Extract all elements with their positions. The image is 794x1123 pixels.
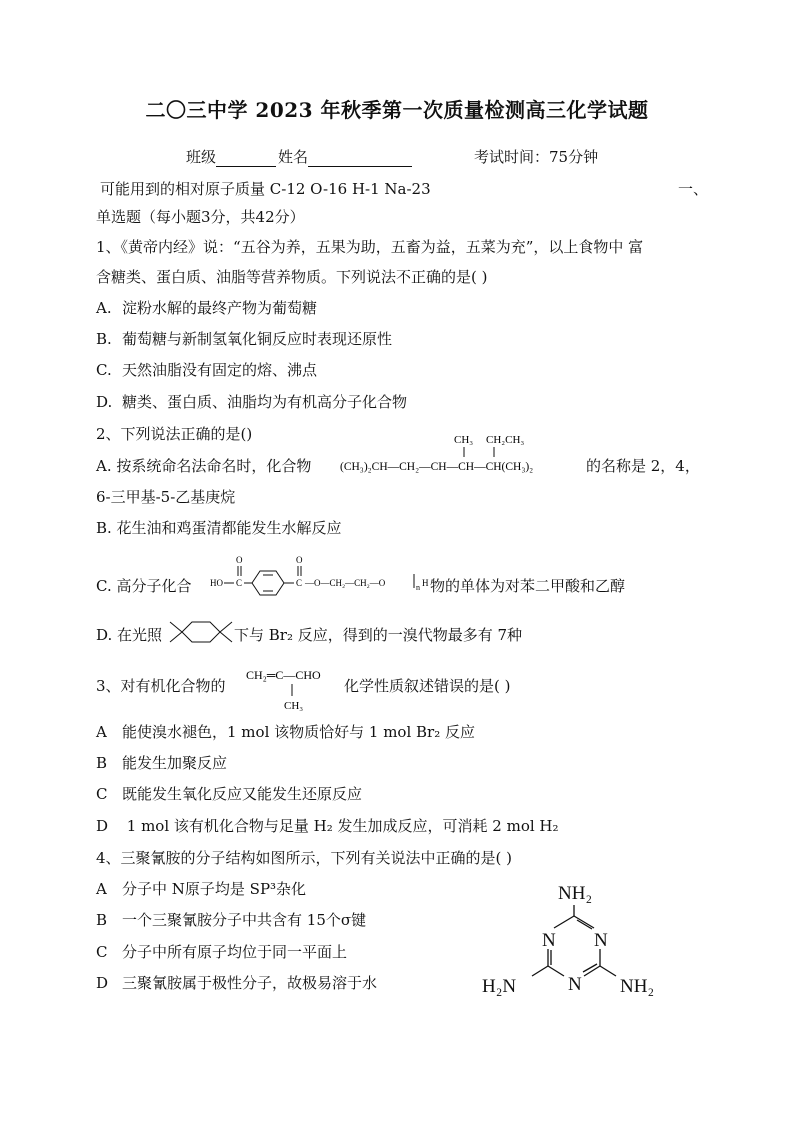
q3-option-d[interactable] bbox=[96, 815, 559, 836]
q2-option-d-post: 下与 Br₂ 反应，得到的一溴代物最多有 7种 bbox=[234, 626, 523, 644]
ring-nitrogen: N bbox=[568, 974, 582, 995]
q2-option-a-post: 的名称是 2，4， bbox=[586, 457, 700, 475]
amino-group-right: NH₂ bbox=[620, 976, 655, 997]
q4-option-d[interactable] bbox=[96, 972, 377, 993]
option-text: 淀粉水解的最终产物为葡萄糖 bbox=[122, 299, 318, 317]
amino-group-top: NH₂ bbox=[558, 883, 593, 904]
ring-nitrogen: N bbox=[542, 930, 556, 951]
option-text: 能使溴水褪色，1 mol 该物质恰好与 1 mol Br₂ 反应 bbox=[122, 723, 476, 741]
option-letter: A. bbox=[96, 299, 112, 317]
q2-branched-alkane-formula bbox=[340, 426, 586, 476]
option-letter: D bbox=[96, 974, 109, 992]
option-text: 葡萄糖与新制氢氧化铜反应时表现还原性 bbox=[122, 330, 393, 348]
ring-nitrogen: N bbox=[594, 930, 608, 951]
q1-stem-line1: 1、《黄帝内经》说：“五谷为养，五果为助，五畜为益，五菜为充”，以上食物中 富 bbox=[96, 238, 644, 256]
q2-option-c-pre[interactable]: C. 高分子化合 bbox=[96, 577, 192, 595]
q2-option-c-post: 物的单体为对苯二甲酸和乙醇 bbox=[430, 577, 626, 595]
q1-stem-line2: 含糖类、蛋白质、油脂等营养物质。下列说法不正确的是( ) bbox=[96, 268, 488, 286]
amino-group-left: H₂N bbox=[482, 976, 517, 997]
option-letter: C bbox=[96, 943, 108, 961]
formula-methyl: CH₃ bbox=[284, 700, 304, 712]
q4-option-c[interactable] bbox=[96, 941, 347, 962]
dimethylcyclohexane-structure bbox=[168, 616, 238, 648]
section-number: 一、 bbox=[678, 180, 709, 198]
q1-option-b[interactable] bbox=[96, 328, 392, 349]
svg-text:—O—CH₂—CH₂—O: —O—CH₂—CH₂—O bbox=[305, 578, 386, 588]
formula-ho: HO bbox=[210, 578, 223, 588]
q3-option-b[interactable] bbox=[96, 752, 227, 773]
name-blank[interactable] bbox=[308, 150, 412, 167]
option-letter: C. bbox=[96, 361, 112, 379]
option-letter: D. bbox=[96, 393, 113, 411]
option-text: 能发生加聚反应 bbox=[122, 754, 228, 772]
option-letter: B bbox=[96, 754, 108, 772]
atomic-masses: 可能用到的相对原子质量 C-12 O-16 H-1 Na-23 bbox=[100, 180, 431, 198]
page-title: 二〇三中学 2023 年秋季第一次质量检测高三化学试题 bbox=[145, 98, 649, 122]
q1-option-a[interactable] bbox=[96, 297, 317, 318]
cyclohexane-ring bbox=[182, 622, 220, 642]
melamine-structure bbox=[476, 872, 676, 1008]
q2-option-a-line2: 6-三甲基-5-乙基庚烷 bbox=[96, 488, 236, 506]
option-letter: D bbox=[96, 817, 109, 835]
option-text: 一个三聚氰胺分子中共含有 15个σ键 bbox=[122, 911, 367, 929]
formula-o2: O bbox=[296, 555, 303, 565]
name-label: 姓名 bbox=[278, 148, 309, 166]
q4-stem: 4、三聚氰胺的分子结构如图所示，下列有关说法中正确的是( ) bbox=[96, 849, 513, 867]
option-text: 分子中所有原子均位于同一平面上 bbox=[122, 943, 348, 961]
formula-o1: O bbox=[236, 555, 243, 565]
q2-stem: 2、下列说法正确的是() bbox=[96, 425, 253, 443]
option-letter: A bbox=[96, 723, 107, 741]
q3-option-a[interactable] bbox=[96, 721, 475, 742]
class-label: 班级 bbox=[186, 148, 217, 166]
formula-methyl-branch: CH₃ bbox=[454, 434, 474, 446]
q3-option-c[interactable] bbox=[96, 783, 362, 804]
option-text: 糖类、蛋白质、油脂均为有机高分子化合物 bbox=[122, 393, 408, 411]
option-letter: C bbox=[96, 785, 108, 803]
q3-stem-pre: 3、对有机化合物的 bbox=[96, 677, 226, 695]
formula-main: CH₂═C—CHO bbox=[246, 668, 321, 682]
option-text: 既能发生氧化反应又能发生还原反应 bbox=[122, 785, 363, 803]
exam-time: 考试时间：75分钟 bbox=[474, 148, 599, 166]
option-letter: B. bbox=[96, 330, 112, 348]
q4-option-b[interactable] bbox=[96, 909, 366, 930]
option-text: 三聚氰胺属于极性分子，故极易溶于水 bbox=[122, 974, 378, 992]
formula-c1: C bbox=[236, 578, 243, 588]
q2-option-b[interactable]: B. 花生油和鸡蛋清都能发生水解反应 bbox=[96, 519, 342, 537]
option-text: 1 mol 该有机化合物与足量 H₂ 发生加成反应，可消耗 2 mol H₂ bbox=[122, 817, 559, 835]
q1-option-c[interactable] bbox=[96, 359, 317, 380]
q2-option-d-pre[interactable]: D. 在光照 bbox=[96, 626, 163, 644]
formula-main-chain: (CH₃)₂CH—CH₂—CH—CH—CH(CH₃)₂ bbox=[340, 461, 534, 473]
formula-c2: C bbox=[296, 578, 303, 588]
option-text: 天然油脂没有固定的熔、沸点 bbox=[122, 361, 318, 379]
q2-option-a-pre[interactable]: A. 按系统命名法命名时，化合物 bbox=[96, 457, 312, 475]
svg-text:n: n bbox=[416, 583, 420, 592]
option-text: 分子中 N原子均是 SP³杂化 bbox=[122, 880, 307, 898]
q4-option-a[interactable] bbox=[96, 878, 306, 899]
option-letter: B bbox=[96, 911, 108, 929]
class-blank[interactable] bbox=[216, 150, 276, 167]
formula-ethyl-branch: CH₂CH₃ bbox=[486, 434, 525, 446]
class-field bbox=[186, 146, 276, 167]
q1-option-d[interactable] bbox=[96, 391, 407, 412]
section-title: 单选题（每小题3分，共42分） bbox=[96, 208, 305, 226]
name-field bbox=[278, 146, 412, 167]
methacrolein-formula bbox=[246, 664, 346, 714]
q3-stem-post: 化学性质叙述错误的是( ) bbox=[344, 677, 511, 695]
svg-text:H: H bbox=[422, 578, 429, 588]
polyester-structure bbox=[210, 552, 450, 596]
option-letter: A bbox=[96, 880, 107, 898]
